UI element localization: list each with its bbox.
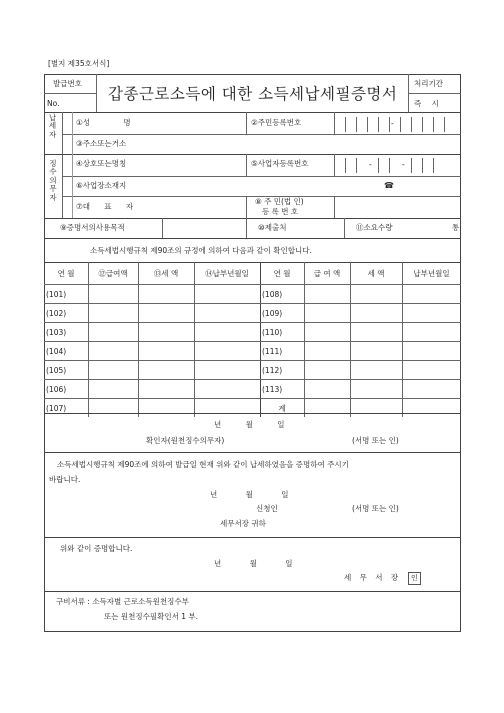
trade-name-label: ④상호또는명칭 [76, 159, 127, 168]
table-header-left-0: 연 월 [57, 269, 75, 278]
usage-purpose-label: ⑨증명서의사용목적 [60, 223, 125, 232]
table-header-right-1: 급 여 액 [313, 269, 341, 278]
table-header-right-2: 세 액 [367, 269, 385, 278]
table-row-month-left: (107) [46, 404, 67, 413]
representative-label: ⑦대 표 자 [76, 202, 134, 211]
table-row-month-right: (108) [262, 290, 283, 299]
table-row-month-right: (113) [262, 385, 283, 394]
recipient-label: 세무서장 귀하 [220, 519, 266, 528]
rrn-dash: - [391, 119, 394, 128]
applicant-sign: (서명 또는 인) [352, 504, 399, 513]
table-row-month-right: (112) [262, 366, 283, 375]
quantity-unit: 통 [452, 223, 460, 232]
rrn-input-boxes[interactable] [334, 117, 461, 132]
confirmer-sign: (서명 또는 인) [352, 436, 399, 445]
form-title: 갑종근로소득에 대한 소득세납세필증명서 [108, 85, 398, 103]
table-row-month-right: (110) [262, 328, 283, 337]
table-row-month-right: 계 [278, 404, 286, 413]
taxpayer-section-label: 납세자 [48, 113, 58, 139]
name-label: ①성 명 [76, 118, 131, 127]
table-row-month-left: (101) [46, 290, 67, 299]
processing-period-label: 처리기간 [414, 79, 443, 88]
withholder-section-label: 징수의무자 [49, 159, 57, 202]
quantity-label: ⑪소요수량 [356, 223, 393, 232]
request-text-line2: 바랍니다. [49, 475, 81, 484]
confirm-date: 년 월 일 [214, 420, 285, 429]
tax-office-head: 세 무 서 장 [344, 573, 402, 582]
no-label: No. [47, 99, 60, 108]
attachments-line2: 또는 원천징수필확인서 1 부. [104, 612, 199, 621]
submit-to-label: ⑩제출처 [258, 223, 287, 232]
table-header-left-3: ⑭납부년월일 [205, 269, 249, 278]
table-row-month-left: (106) [46, 385, 67, 394]
corp-reg-number-label-2: 등 록 번 호 [262, 207, 299, 216]
table-header-right-3: 납부년월일 [413, 269, 450, 278]
seal-char: 인 [411, 574, 418, 582]
table-header-right-0: 연 월 [273, 269, 291, 278]
applicant-label: 신청인 [256, 504, 278, 513]
table-header-left-2: ⑬세 액 [153, 269, 179, 278]
table-row-month-left: (102) [46, 309, 67, 318]
business-reg-number-label: ⑤사업자등록번호 [251, 159, 309, 168]
rrn-label: ②주민등록번호 [251, 118, 302, 127]
business-reg-number-input-boxes[interactable] [334, 158, 444, 173]
brn-dash-1: - [369, 160, 372, 169]
confirm-statement: 소득세법시행규칙 제90조의 규정에 의하여 다음과 같이 확인합니다. [90, 246, 312, 255]
business-location-label: ⑥사업장소재지 [76, 181, 127, 190]
certify-text: 위와 같이 증명합니다. [60, 544, 133, 553]
table-row-month-right: (111) [262, 347, 283, 356]
request-date: 년 월 일 [210, 490, 289, 499]
processing-period-value: 즉 시 [414, 99, 443, 108]
table-row-month-right: (109) [262, 309, 283, 318]
confirmer-label: 확인자(원천징수의무자) [146, 436, 225, 445]
certify-date: 년 월 일 [214, 559, 293, 568]
issue-number-label: 발급번호 [53, 79, 82, 88]
table-row-month-left: (104) [46, 347, 67, 356]
brn-dash-2: - [402, 160, 405, 169]
seal-box [408, 572, 421, 585]
request-text-line1: 소득세법시행규칙 제90조에 의하여 발급일 현재 위와 같이 납세하였음을 증명하여 주시기 [57, 460, 349, 469]
form-number: [별지 제35호서식] [48, 59, 110, 68]
table-row-month-left: (105) [46, 366, 67, 375]
table-header-left-1: ⑫급여액 [98, 269, 128, 278]
phone-icon: ☎ [384, 181, 394, 190]
attachments-line1: 구비서류 : 소득자별 근로소득원천징수부 [56, 597, 189, 606]
corp-reg-number-label-1: ⑧ 주 민(법 인) [255, 197, 304, 206]
table-row-month-left: (103) [46, 328, 67, 337]
address-label: ③주소또는거소 [76, 139, 127, 148]
